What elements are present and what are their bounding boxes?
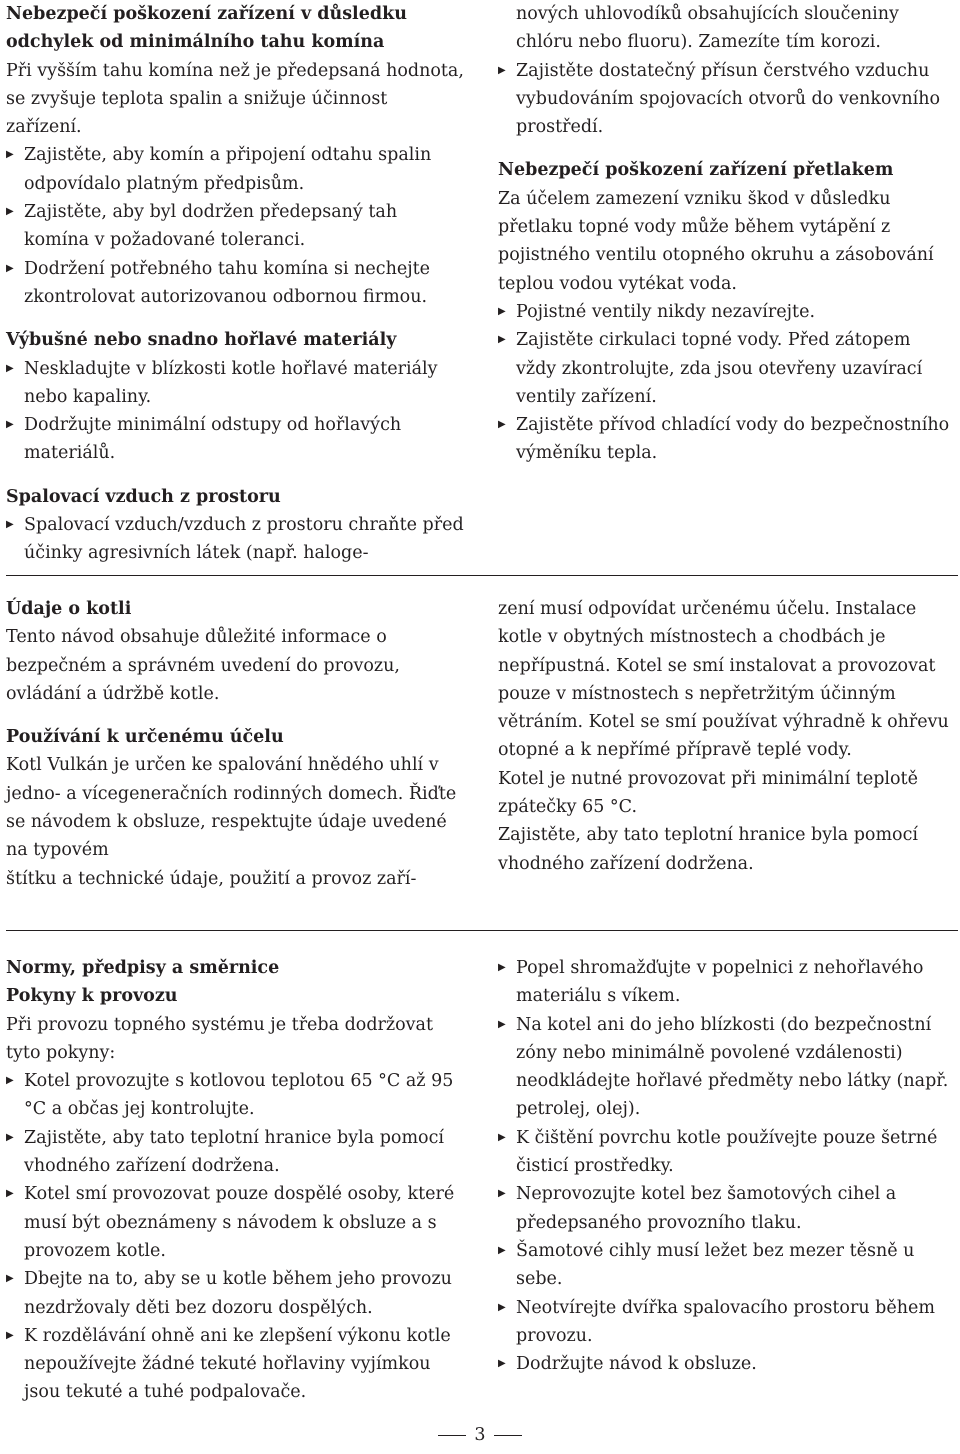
- bullet-item: ▶ Spalovací vzduch/vzduch z prostoru chraňte před účinky agresivních látek (např. haloge-: [6, 511, 464, 568]
- section-divider: [6, 575, 958, 576]
- section-heading: Normy, předpisy a směrnice: [6, 958, 280, 978]
- bullet-item: ▶ Pojistné ventily nikdy nezavírejte.: [498, 298, 956, 326]
- section-heading: Nebezpečí poškození zařízení přetlakem: [498, 160, 894, 181]
- bullet-item: ▶ Zajistěte přívod chladící vody do bezpečnostního výměníku tepla.: [498, 411, 956, 468]
- section-heading: Používání k určenému účelu: [6, 727, 284, 748]
- section2-left-column: [6, 595, 464, 893]
- bullet-item: ▶ Dodržení potřebného tahu komína si nechejte zkontrolovat autorizovanou odbornou firmou.: [6, 255, 464, 312]
- bullet-item: ▶ Kotel provozujte s kotlovou teplotou 65 °C až 95 °C a občas jej kontrolujte.: [6, 1067, 464, 1124]
- paragraph: zení musí odpovídat určenému účelu. Instalace kotle v obytných místnostech a chodbách je nepřípustná. Kotel se smí instalovat a provozovat pouze v místnostech s nepřetržitým účinným větráním. Kotel se smí používat výhradně k ohřevu otopné a k nepřímé přípravě teplé vody.: [498, 599, 949, 761]
- page-number: [420, 1421, 540, 1449]
- bullet-item: ▶ Zajistěte cirkulaci topné vody. Před zátopem vždy zkontrolujte, zda jsou otevřeny uzavírací ventily zařízení.: [498, 326, 956, 411]
- bullet-item: ▶ Zajistěte, aby tato teplotní hranice byla pomocí vhodného zařízení dodržena.: [6, 1124, 464, 1181]
- bullet-item: ▶ Zajistěte, aby komín a připojení odtahu spalin odpovídalo platným předpisům.: [6, 141, 464, 198]
- section-heading: Nebezpečí poškození zařízení v důsledku odchylek od minimálního tahu komína: [6, 4, 407, 53]
- bullet-item: ▶ K rozdělávání ohně ani ke zlepšení výkonu kotle nepoužívejte žádné tekuté hořlaviny vyjímkou jsou tekuté a tuhé podpalovače.: [6, 1322, 464, 1407]
- paragraph: Kotel je nutné provozovat při minimální teplotě zpátečky 65 °C.: [498, 768, 918, 818]
- paragraph: Zajistěte, aby tato teplotní hranice byla pomocí vhodného zařízení dodržena.: [498, 825, 918, 874]
- paragraph: štítku a technické údaje, použití a provoz zaří-: [6, 868, 417, 889]
- section-heading: Spalovací vzduch z prostoru: [6, 486, 281, 507]
- section-divider: [6, 930, 958, 931]
- bullet-item: ▶ Popel shromažďujte v popelnici z nehořlavého materiálu s víkem.: [498, 954, 956, 1011]
- bullet-item: ▶ Dbejte na to, aby se u kotle během jeho provozu nezdržovaly děti bez dozoru dospělých.: [6, 1265, 464, 1322]
- paragraph: Tento návod obsahuje důležité informace o bezpečném a správném uvedení do provozu, ovládání a údržbě kotle.: [6, 627, 400, 704]
- page-number-value: 3: [474, 1425, 486, 1445]
- page-number-dash-right: [494, 1435, 522, 1436]
- section-heading: Výbušné nebo snadno hořlavé materiály: [6, 330, 397, 351]
- bullet-item: ▶ Neprovozujte kotel bez šamotových cihel a předepsaného provozního tlaku.: [498, 1180, 956, 1237]
- bullet-item: ▶ Neskladujte v blízkosti kotle hořlavé materiály nebo kapaliny.: [6, 355, 464, 412]
- paragraph: nových uhlovodíků obsahujících sloučeniny chlóru nebo fluoru). Zamezíte tím korozi.: [516, 4, 899, 53]
- bullet-item: ▶ Šamotové cihly musí ležet bez mezer těsně u sebe.: [498, 1237, 956, 1294]
- section-heading: Pokyny k provozu: [6, 986, 178, 1007]
- bullet-item: ▶ Na kotel ani do jeho blízkosti (do bezpečnostní zóny nebo minimálně povolené vzdálenosti) neodkládejte hořlavé předměty nebo látky (např. petrolej, olej).: [498, 1011, 956, 1124]
- section3-right-column: [498, 954, 956, 1378]
- bullet-item: ▶ Zajistěte dostatečný přísun čerstvého vzduchu vybudováním spojovacích otvorů do venkovního prostředí.: [498, 57, 956, 142]
- paragraph: Kotl Vulkán je určen ke spalování hnědého uhlí v jedno- a vícegeneračních rodinných domech. Řiďte se návodem k obsluze, respektujte údaje uvedené na typovém: [6, 755, 457, 861]
- section1-right-column: [498, 0, 956, 468]
- paragraph: Při vyšším tahu komína než je předepsaná hodnota, se zvyšuje teplota spalin a snižuje účinnost zařízení.: [6, 60, 464, 138]
- section1-left-column: [6, 0, 464, 568]
- paragraph: Při provozu topného systému je třeba dodržovat tyto pokyny:: [6, 1014, 434, 1063]
- bullet-item: ▶ Dodržujte návod k obsluze.: [498, 1350, 956, 1378]
- bullet-item: ▶ Dodržujte minimální odstupy od hořlavých materiálů.: [6, 411, 464, 468]
- section2-right-column: [498, 595, 956, 878]
- section3-left-column: [6, 954, 464, 1407]
- bullet-item: ▶ Neotvírejte dvířka spalovacího prostoru během provozu.: [498, 1294, 956, 1351]
- page-number-dash-left: [438, 1435, 466, 1436]
- section-heading: Údaje o kotli: [6, 599, 132, 619]
- bullet-item: ▶ Kotel smí provozovat pouze dospělé osoby, které musí být obeznámeny s návodem k obsluze a s provozem kotle.: [6, 1180, 464, 1265]
- paragraph: Za účelem zamezení vzniku škod v důsledku přetlaku topné vody může během vytápění z pojistného ventilu otopného okruhu a zásobování teplou vodou vytékat voda.: [498, 188, 934, 294]
- bullet-item: ▶ K čištění povrchu kotle používejte pouze šetrné čisticí prostředky.: [498, 1124, 956, 1181]
- bullet-item: ▶ Zajistěte, aby byl dodržen předepsaný tah komína v požadované toleranci.: [6, 198, 464, 255]
